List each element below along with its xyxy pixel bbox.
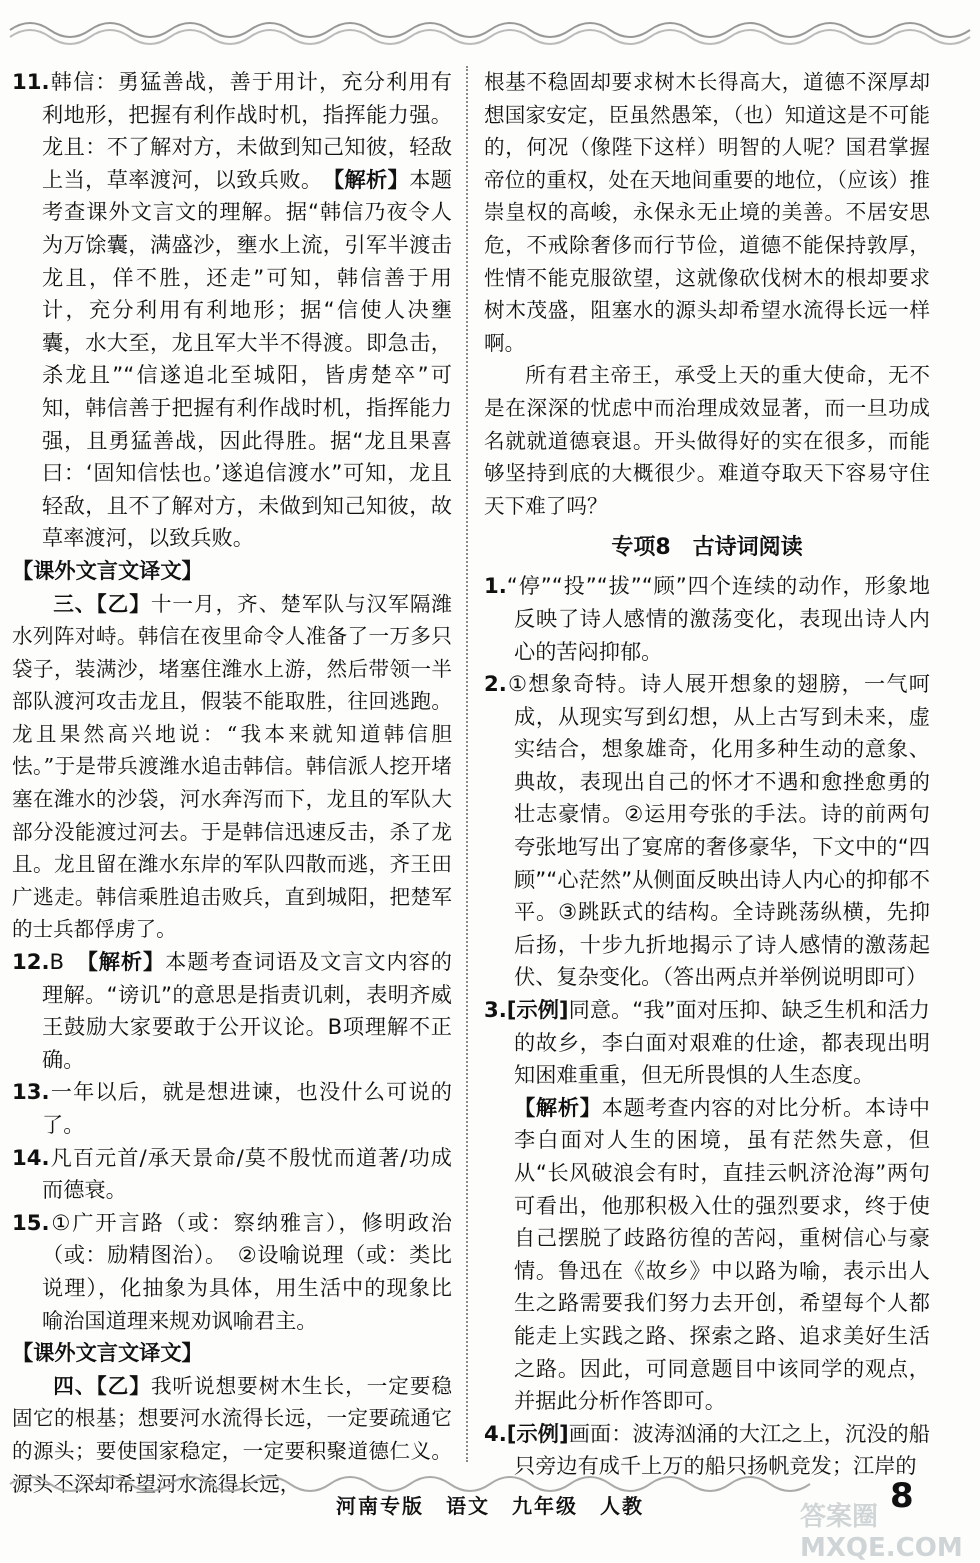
translation-heading-2: 【课外文言文译文】	[12, 1340, 203, 1366]
answer-13: 13.一年以后，就是想进谏，也没什么可说的了。	[12, 1079, 452, 1137]
top-wave-border	[0, 10, 980, 50]
column-divider	[466, 66, 468, 1462]
translation-2: 四、【乙】我听说想要树木生长，一定要稳固它的根基；想要河水流得长远，一定要疏通它的源头；要使国家稳定，一定要积聚道德仁义。源头不深却希望河水流得长远，	[12, 1373, 452, 1496]
left-column	[12, 66, 452, 1500]
answer-2: 2.①想象奇特。诗人展开想象的翅膀，一气呵成，从现实写到幻想，从上古写到未来，虚实结合，想象雄奇，化用多种生动的意象、典故，表现出自己的怀才不遇和愈挫愈勇的壮志豪情。②运用夸张的手法。诗的前两句夸张地写出了宴席的奢侈豪华，下文中的“四顾”“心茫然”从侧面反映出诗人内心的抑郁不平。③跳跃式的结构。全诗跳荡纵横，先抑后扬，十步九折地揭示了诗人感情的激荡起伏、复杂变化。（答出两点并举例说明即可）	[484, 671, 930, 990]
footer-edition: 河南专版 语文 九年级 人教	[336, 1494, 644, 1518]
translation-2-final: 所有君主帝王，承受上天的重大使命，无不是在深深的忧虑中而治理成效显著，而一旦功成名就就道德衰退。开头做得好的实在很多，而能够坚持到底的大概很少。难道夺取天下容易守住天下难了吗？	[484, 363, 930, 518]
watermark-logo: 答案圈 MXQE.COM	[800, 1502, 963, 1563]
answer-1: 1.“停”“投”“拔”“顾”四个连续的动作，形象地反映了诗人感情的激荡变化，表现出诗人内心的苦闷抑郁。	[484, 573, 930, 664]
right-column	[484, 66, 930, 1483]
translation-1: 三、【乙】十一月，齐、楚军队与汉军隔潍水列阵对峙。韩信在夜里命令人准备了一万多只袋子，装满沙，堵塞住潍水上游，然后带领一半部队渡河攻击龙且，假装不能取胜，往回逃跑。龙且果然高兴地说：“我本来就知道韩信胆怯。”于是带兵渡潍水追击韩信。韩信派人挖开堵塞在潍水的沙袋，河水奔泻而下，龙且的军队大部分没能渡过河去。于是韩信迅速反击，杀了龙且。龙且留在潍水东岸的军队四散而逃，齐王田广逃走。韩信乘胜追击败兵，直到城阳，把楚军的士兵都俘虏了。	[12, 591, 452, 942]
translation-heading-1: 【课外文言文译文】	[12, 557, 203, 583]
answer-11: 11.韩信：勇猛善战，善于用计，充分利用有利地形，把握有利作战时机，指挥能力强。龙且：不了解对方，未做到知己知彼，轻敌上当，草率渡河，以致兵败。 【解析】本题考查课外文言文的理解。据“韩信乃夜令人为万馀囊，满盛沙，壅水上流，引军半渡击龙且，佯不胜，还走”可知，韩信善于用计，充分利用有利地形；据“信使人决壅囊，水大至，龙且军大半不得渡。即急击，杀龙且”“信遂追北至城阳，皆虏楚卒”可知，韩信善于把握有利作战时机，指挥能力强，且勇猛善战，因此得胜。据“龙且果喜曰：‘固知信怯也。’遂追信渡水”可知，龙且轻敌，且不了解对方，未做到知己知彼，故草率渡河，以致兵败。	[12, 69, 452, 551]
section-title: 专项8 古诗词阅读	[611, 535, 803, 561]
answer-3-analysis: 【解析】本题考查内容的对比分析。本诗中李白面对人生的困境，虽有茫然失意，但从“长风破浪会有时，直挂云帆济沧海”两句可看出，他那积极入仕的强烈要求，终于使自己摆脱了歧路彷徨的苦闷，重树信心与豪情。鲁迅在《故乡》中以路为喻，表示出人生之路需要我们努力去开创，希望每个人都能走上实践之路、探索之路、追求美好生活之路。因此，可同意题目中该同学的观点，并据此分析作答即可。	[514, 1094, 930, 1414]
answer-15: 15.①广开言路（或：察纳雅言），修明政治（或：励精图治）。 ②设喻说理（或：类比说理），化抽象为具体，用生活中的现象比喻治国道理来规劝讽喻君主。	[12, 1209, 452, 1333]
translation-2-continued: 根基不稳固却要求树木长得高大，道德不深厚却想国家安定，臣虽然愚笨，（也）知道这是不可能的，何况（像陛下这样）明智的人呢？国君掌握帝位的重权，处在天地间重要的地位，（应该）推崇皇权的高峻，永保永无止境的美善。不居安思危，不戒除奢侈而行节俭，道德不能保持敦厚，性情不能克服欲望，这就像砍伐树木的根却要求树木茂盛，阻塞水的源头却希望水流得长远一样啊。	[484, 70, 930, 355]
page-number: 8	[890, 1476, 914, 1516]
answer-3: 3.[示例]同意。“我”面对压抑、缺乏生机和活力的故乡，李白面对艰难的仕途，都表现出明知困难重重，但无所畏惧的人生态度。	[484, 997, 930, 1088]
answer-12: 12.B 【解析】本题考查词语及文言文内容的理解。“谤讥”的意思是指责讥刺，表明齐威王鼓励大家要敢于公开议论。B项理解不正确。	[12, 949, 452, 1072]
answer-14: 14.凡百元首/承天景命/莫不殷忧而道著/功成而德衰。	[12, 1144, 452, 1203]
answer-4: 4.[示例]画面：波涛汹涌的大江之上，沉没的船只旁边有成千上万的船只扬帆竞发；江岸的	[484, 1420, 930, 1479]
